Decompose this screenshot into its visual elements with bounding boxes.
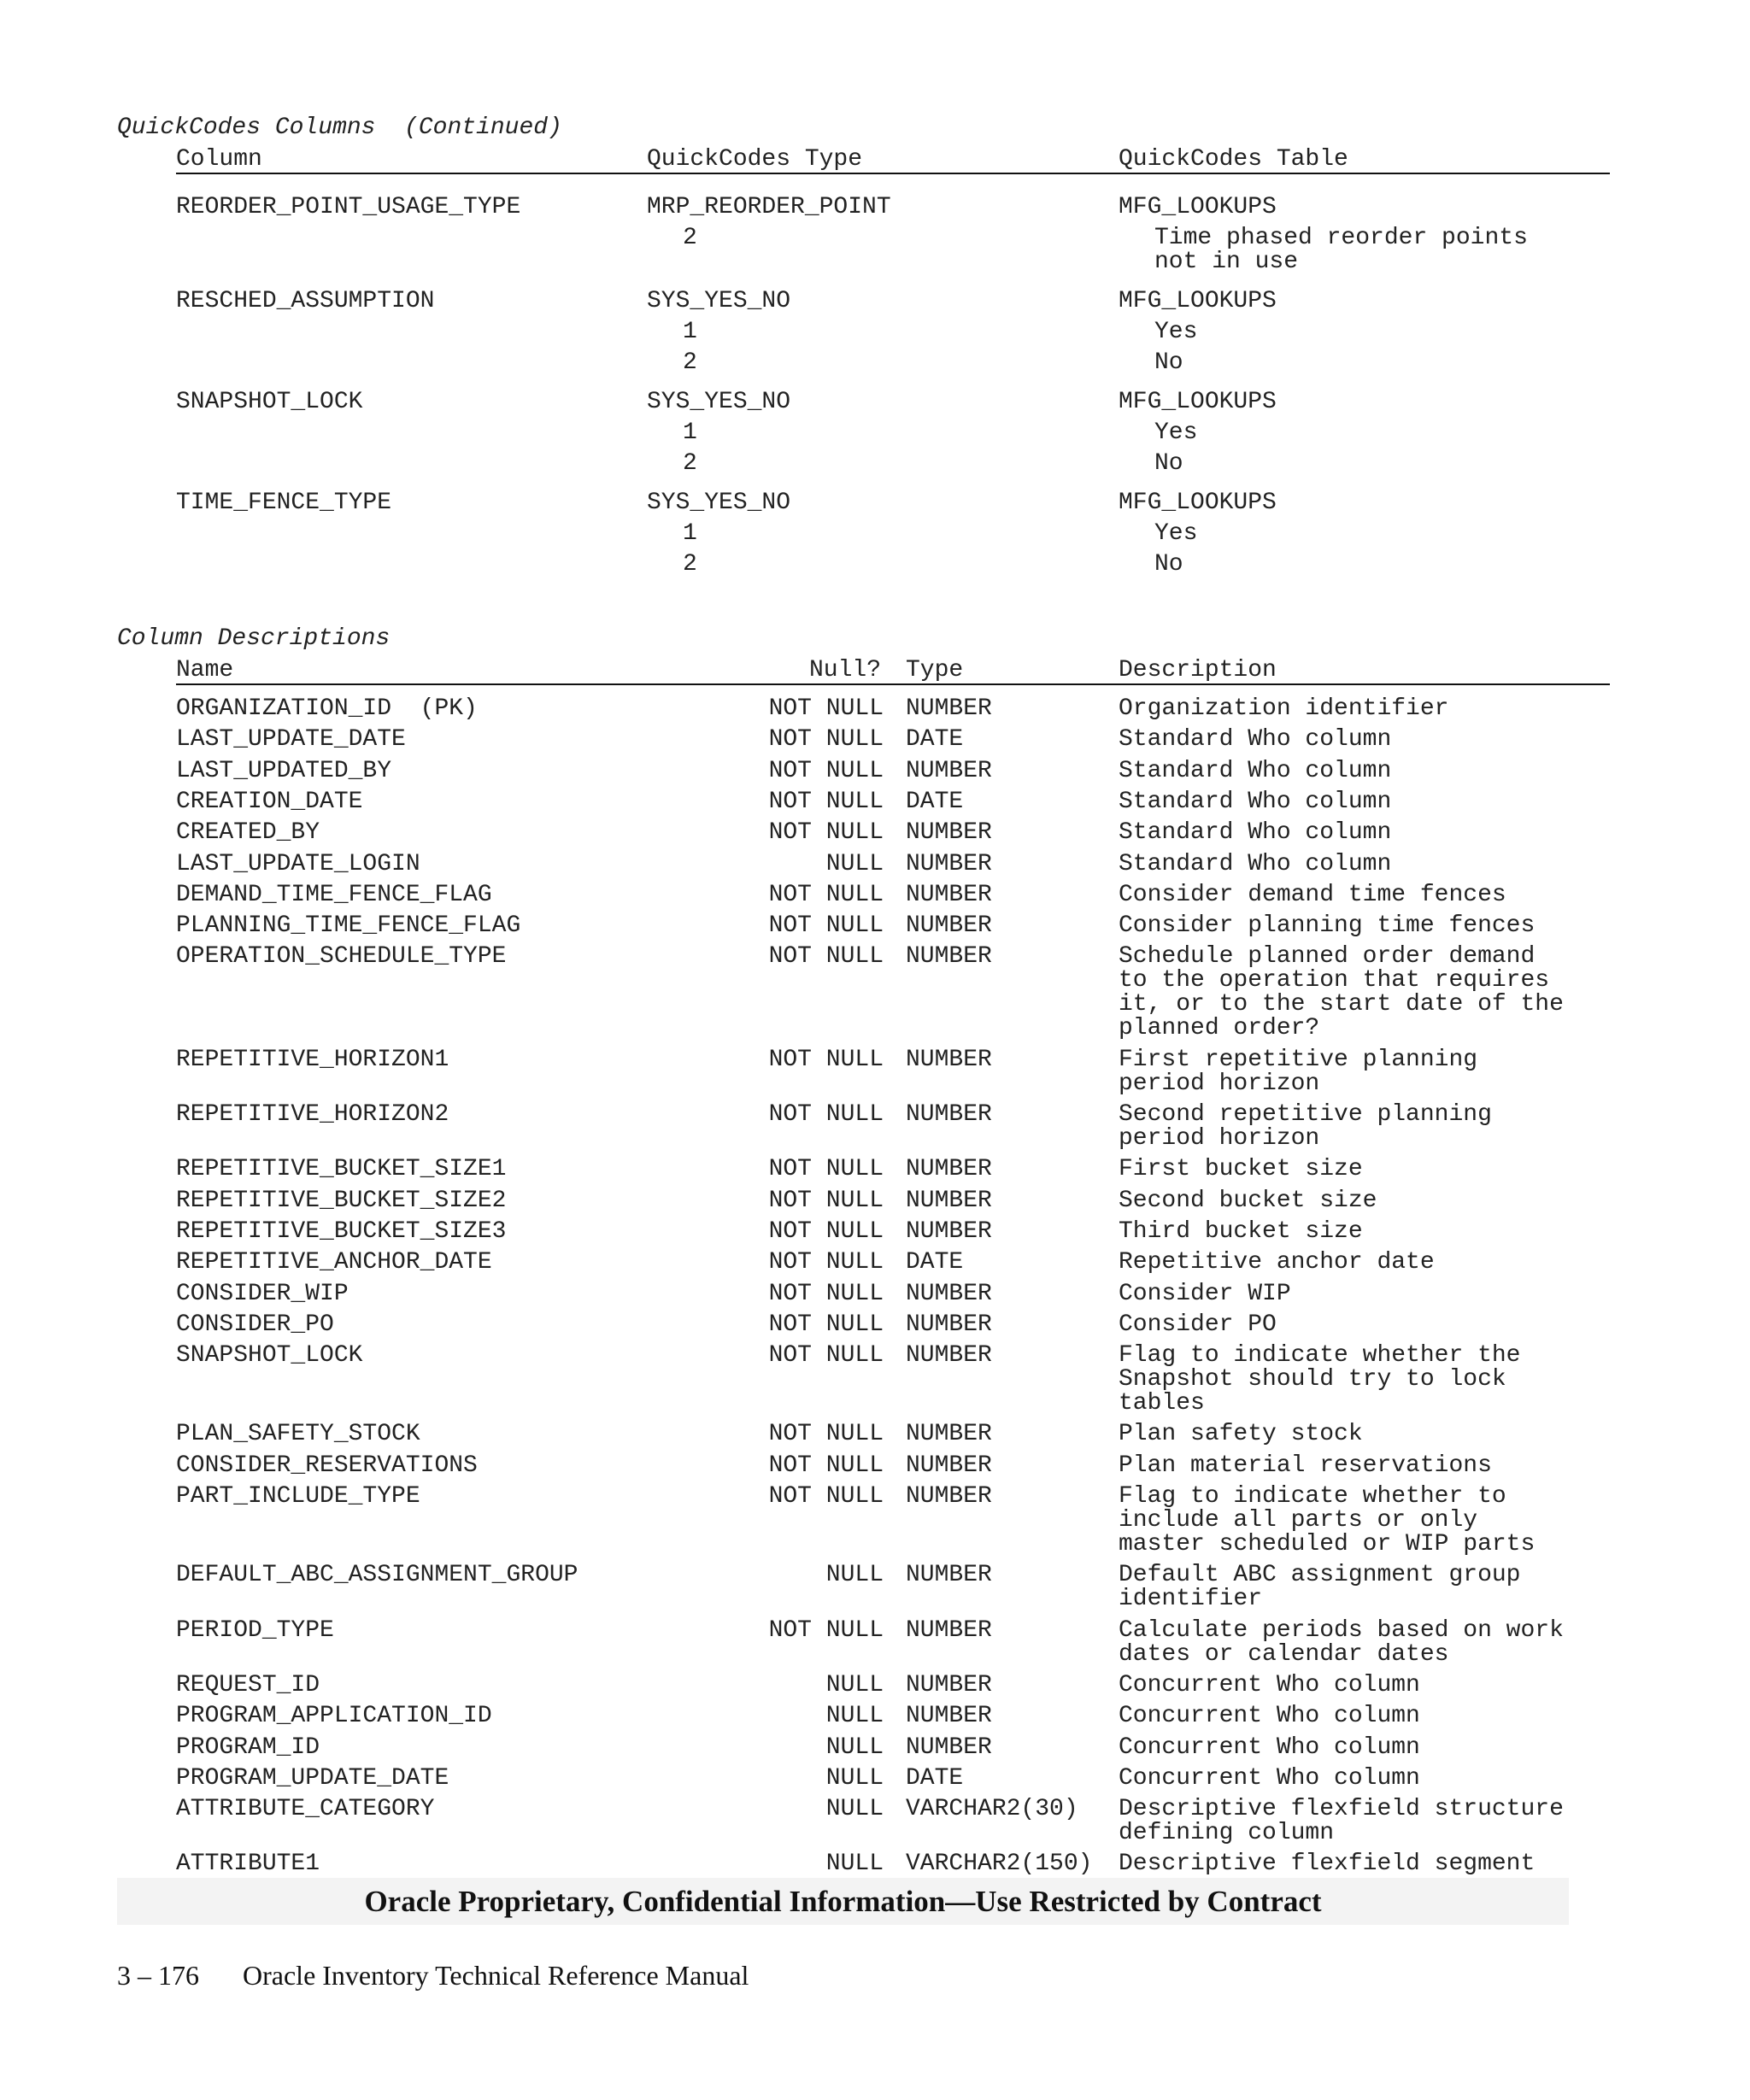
column-description: Flag to indicate whether to include all parts or only master scheduled or WIP parts (1119, 1483, 1536, 1557)
cd-header-type: Type (906, 657, 964, 683)
qc-code-value: 1 (683, 520, 697, 547)
null-constraint: NULL (825, 1703, 884, 1730)
null-constraint: NOT NULL (768, 1421, 884, 1448)
null-constraint: NOT NULL (768, 726, 884, 754)
column-description: Third bucket size (1119, 1217, 1363, 1245)
column-description: Second bucket size (1119, 1187, 1377, 1214)
column-name: REPETITIVE_BUCKET_SIZE2 (176, 1187, 507, 1214)
column-name: LAST_UPDATED_BY (176, 757, 392, 784)
data-type: NUMBER (906, 1156, 992, 1183)
qc-code-value: 2 (683, 551, 697, 578)
confidential-banner: Oracle Proprietary, Confidential Information––Use Restricted by Contract (117, 1878, 1569, 1925)
null-constraint: NOT NULL (768, 695, 884, 722)
qc-code-meaning: Time phased reorder points not in use (1154, 225, 1528, 275)
data-type: NUMBER (906, 757, 992, 784)
null-constraint: NOT NULL (768, 1616, 884, 1644)
column-description: Standard Who column (1119, 819, 1392, 847)
cd-header-name: Name (176, 657, 234, 683)
column-description: Standard Who column (1119, 788, 1392, 815)
qc-code-meaning: No (1154, 450, 1183, 477)
qc-type-name: SYS_YES_NO (647, 288, 791, 314)
column-name: REPETITIVE_ANCHOR_DATE (176, 1249, 492, 1276)
qc-code-value: 1 (683, 419, 697, 446)
column-name: DEMAND_TIME_FENCE_FLAG (176, 881, 492, 908)
null-constraint: NOT NULL (768, 1452, 884, 1479)
data-type: NUMBER (906, 1733, 992, 1761)
column-name: REPETITIVE_BUCKET_SIZE3 (176, 1217, 507, 1245)
column-description: Descriptive flexfield structure defining column (1119, 1796, 1564, 1847)
column-description: Consider PO (1119, 1311, 1277, 1338)
qc-column-name: TIME_FENCE_TYPE (176, 490, 392, 516)
null-constraint: NOT NULL (768, 1280, 884, 1307)
column-description: Concurrent Who column (1119, 1671, 1420, 1698)
null-constraint: NOT NULL (768, 1156, 884, 1183)
null-constraint: NULL (825, 1796, 884, 1823)
column-name: CONSIDER_RESERVATIONS (176, 1452, 478, 1479)
quickcodes-heading: QuickCodes Columns (Continued) (117, 114, 562, 141)
data-type: VARCHAR2(150) (906, 1851, 1093, 1878)
null-constraint: NOT NULL (768, 1342, 884, 1370)
qc-type-name: MRP_REORDER_POINT (647, 194, 891, 220)
column-description: Concurrent Who column (1119, 1764, 1420, 1792)
column-description: Concurrent Who column (1119, 1733, 1420, 1761)
column-name: PROGRAM_ID (176, 1733, 320, 1761)
data-type: NUMBER (906, 1562, 992, 1589)
data-type: NUMBER (906, 912, 992, 940)
cd-header-description: Description (1119, 657, 1277, 683)
data-type: NUMBER (906, 1671, 992, 1698)
column-description: Consider planning time fences (1119, 912, 1536, 940)
column-description: Second repetitive planning period horizon (1119, 1101, 1492, 1152)
null-constraint: NOT NULL (768, 1046, 884, 1073)
column-name: PROGRAM_APPLICATION_ID (176, 1703, 492, 1730)
data-type: NUMBER (906, 1101, 992, 1128)
qc-table-name: MFG_LOOKUPS (1119, 194, 1277, 220)
column-name: ATTRIBUTE1 (176, 1851, 320, 1878)
qc-code-value: 1 (683, 319, 697, 345)
null-constraint: NOT NULL (768, 819, 884, 847)
data-type: NUMBER (906, 1421, 992, 1448)
qc-code-value: 2 (683, 225, 697, 251)
column-description: Schedule planned order demand to the operation that requires it, or to the start date of the planned order? (1119, 943, 1564, 1042)
column-name: LAST_UPDATE_DATE (176, 726, 406, 754)
column-description: Standard Who column (1119, 726, 1392, 754)
qc-code-meaning: Yes (1154, 419, 1198, 446)
data-type: NUMBER (906, 1703, 992, 1730)
qc-code-meaning: No (1154, 551, 1183, 578)
column-description: First bucket size (1119, 1156, 1363, 1183)
cd-header-null: Null? (809, 657, 882, 683)
column-descriptions-heading: Column Descriptions (117, 625, 391, 652)
column-description: Plan material reservations (1119, 1452, 1492, 1479)
data-type: NUMBER (906, 1483, 992, 1510)
null-constraint: NOT NULL (768, 1217, 884, 1245)
column-name: PART_INCLUDE_TYPE (176, 1483, 420, 1510)
null-constraint: NULL (825, 1851, 884, 1878)
data-type: VARCHAR2(30) (906, 1796, 1078, 1823)
null-constraint: NOT NULL (768, 1101, 884, 1128)
column-description: Concurrent Who column (1119, 1703, 1420, 1730)
qc-column-name: SNAPSHOT_LOCK (176, 389, 363, 415)
column-description: First repetitive planning period horizon (1119, 1046, 1478, 1097)
null-constraint: NOT NULL (768, 881, 884, 908)
null-constraint: NULL (825, 1562, 884, 1589)
column-description: Organization identifier (1119, 695, 1449, 722)
qc-type-name: SYS_YES_NO (647, 389, 791, 415)
column-name: REPETITIVE_HORIZON1 (176, 1046, 449, 1073)
qc-header-column: Column (176, 146, 262, 173)
null-constraint: NULL (825, 1671, 884, 1698)
column-name: ORGANIZATION_ID (PK) (176, 695, 478, 722)
data-type: NUMBER (906, 1452, 992, 1479)
null-constraint: NOT NULL (768, 912, 884, 940)
column-description: Standard Who column (1119, 850, 1392, 877)
column-name: SNAPSHOT_LOCK (176, 1342, 363, 1370)
column-name: LAST_UPDATE_LOGIN (176, 850, 420, 877)
data-type: DATE (906, 1249, 964, 1276)
data-type: NUMBER (906, 943, 992, 971)
column-name: PROGRAM_UPDATE_DATE (176, 1764, 449, 1792)
qc-code-meaning: Yes (1154, 319, 1198, 345)
null-constraint: NOT NULL (768, 1249, 884, 1276)
data-type: NUMBER (906, 1046, 992, 1073)
column-name: CREATED_BY (176, 819, 320, 847)
qc-table-name: MFG_LOOKUPS (1119, 490, 1277, 516)
column-name: ATTRIBUTE_CATEGORY (176, 1796, 435, 1823)
column-name: CREATION_DATE (176, 788, 363, 815)
qc-code-meaning: No (1154, 349, 1183, 376)
column-name: REPETITIVE_HORIZON2 (176, 1101, 449, 1128)
column-description: Calculate periods based on work dates or calendar dates (1119, 1616, 1564, 1668)
data-type: NUMBER (906, 881, 992, 908)
data-type: DATE (906, 726, 964, 754)
column-name: DEFAULT_ABC_ASSIGNMENT_GROUP (176, 1562, 578, 1589)
data-type: NUMBER (906, 819, 992, 847)
null-constraint: NOT NULL (768, 943, 884, 971)
column-name: REQUEST_ID (176, 1671, 320, 1698)
column-description: Repetitive anchor date (1119, 1249, 1435, 1276)
column-name: OPERATION_SCHEDULE_TYPE (176, 943, 507, 971)
null-constraint: NULL (825, 1764, 884, 1792)
data-type: DATE (906, 788, 964, 815)
data-type: NUMBER (906, 850, 992, 877)
null-constraint: NULL (825, 850, 884, 877)
qc-type-name: SYS_YES_NO (647, 490, 791, 516)
data-type: NUMBER (906, 1342, 992, 1370)
qc-header-table: QuickCodes Table (1119, 146, 1348, 173)
data-type: NUMBER (906, 1217, 992, 1245)
column-name: CONSIDER_WIP (176, 1280, 349, 1307)
column-name: PLANNING_TIME_FENCE_FLAG (176, 912, 521, 940)
qc-table-name: MFG_LOOKUPS (1119, 389, 1277, 415)
cd-header-rule (176, 683, 1610, 685)
null-constraint: NOT NULL (768, 1187, 884, 1214)
column-description: Descriptive flexfield segment (1119, 1851, 1536, 1878)
data-type: NUMBER (906, 1187, 992, 1214)
data-type: NUMBER (906, 1616, 992, 1644)
column-description: Flag to indicate whether the Snapshot should try to lock tables (1119, 1342, 1521, 1417)
column-name: PLAN_SAFETY_STOCK (176, 1421, 420, 1448)
qc-header-type: QuickCodes Type (647, 146, 863, 173)
qc-header-rule (176, 173, 1610, 174)
column-description: Consider WIP (1119, 1280, 1291, 1307)
qc-column-name: RESCHED_ASSUMPTION (176, 288, 435, 314)
manual-title: Oracle Inventory Technical Reference Manual (243, 1960, 749, 1991)
qc-column-name: REORDER_POINT_USAGE_TYPE (176, 194, 521, 220)
column-name: PERIOD_TYPE (176, 1616, 334, 1644)
column-description: Standard Who column (1119, 757, 1392, 784)
null-constraint: NOT NULL (768, 1311, 884, 1338)
qc-code-value: 2 (683, 450, 697, 477)
null-constraint: NOT NULL (768, 757, 884, 784)
null-constraint: NOT NULL (768, 1483, 884, 1510)
null-constraint: NULL (825, 1733, 884, 1761)
column-description: Plan safety stock (1119, 1421, 1363, 1448)
column-name: REPETITIVE_BUCKET_SIZE1 (176, 1156, 507, 1183)
column-description: Consider demand time fences (1119, 881, 1506, 908)
data-type: NUMBER (906, 695, 992, 722)
qc-table-name: MFG_LOOKUPS (1119, 288, 1277, 314)
data-type: DATE (906, 1764, 964, 1792)
data-type: NUMBER (906, 1280, 992, 1307)
column-description: Default ABC assignment group identifier (1119, 1562, 1521, 1613)
null-constraint: NOT NULL (768, 788, 884, 815)
qc-code-meaning: Yes (1154, 520, 1198, 547)
column-name: CONSIDER_PO (176, 1311, 334, 1338)
data-type: NUMBER (906, 1311, 992, 1338)
page-number: 3 – 176 (117, 1960, 199, 1991)
qc-code-value: 2 (683, 349, 697, 376)
